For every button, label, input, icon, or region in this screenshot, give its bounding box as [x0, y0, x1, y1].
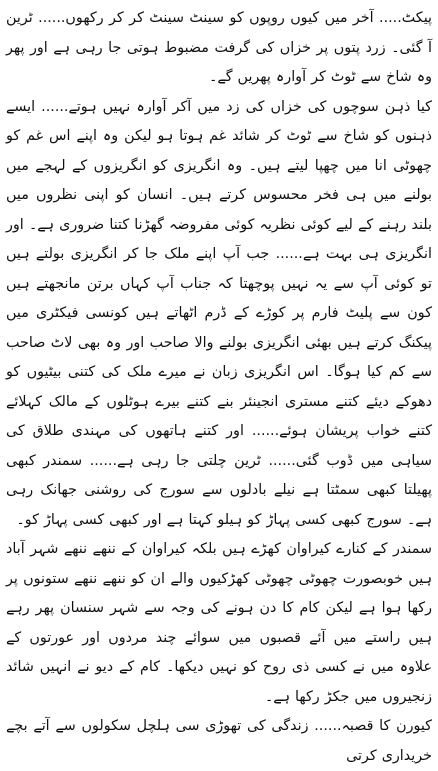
paragraph-intro: پیکٹ..... آخر میں کیوں روپوں کو سینٹ سینٹ کر کر رکھوں...... ٹرین آ گئی۔ زرد پتوں پر خزاں کی گرفت مضبوط ہوتی جا رہی ہے اور پھر وہ شاخ سے ٹوٹ کر آوارہ پھریں گے۔	[6, 10, 432, 85]
paragraph-caravans-by-sea: سمندر کے کنارے کیراوان کھڑے ہیں بلکہ کیراوان کے ننھے ننھے شہر آباد ہیں خوبصورت چھوٹی چھوٹی کھڑکیوں والے ان کو ننھے ننھے ستونوں پر رکھا ہوا ہے لیکن کام کا دن ہونے کی وجہ سے شہر سنسان پھر رہے ہیں راستے میں آئے قصبوں میں سوائے چند مردوں اور عورتوں کے علاوہ میں نے کسی ذی روح کو نہیں دیکھا۔ کام کے دیو نے انہیں شائد زنجیروں میں جکڑ رکھا ہے۔	[6, 541, 432, 705]
paragraph-kyoren-town: کیورن کا قصبہ...... زندگی کی تھوڑی سی ہلچل سکولوں سے آتے بچے خریداری کرتی	[6, 718, 432, 764]
paragraph-english-language: کیا ذہن سوچوں کی خزاں کی زد میں آکر آوارہ نہیں ہوتے...... ایسے ذہنوں کو شاخ سے ٹوٹ کر شائد غم ہوتا ہو لیکن وہ اپنے اس غم کو چھوٹی انا میں چھپا لیتے ہیں۔ وہ انگریزی کو انگریزوں کے لہجے میں بولنے میں ہی فخر محسوس کرتے ہیں۔ انسان کو اپنی نظروں میں بلند رہنے کے لیے کوئی نظریہ کوئی مفروضہ گھڑنا کتنا ضروری ہے۔ اور انگریزی ہی بہت ہے...... جب آپ اپنے ملک جا کر انگریزی بولتے ہیں تو کوئی آپ سے یہ نہیں پوچھتا کہ جناب آپ کہاں برتن مانجھتے ہیں کون سے پلیٹ فارم پر کوڑے کے ڈرم اٹھاتے ہیں کونسی فیکٹری میں پیکنگ کرتے ہیں بھئی انگریزی بولنے والا صاحب اور وہ بھی لاٹ صاحب سے کم کیا ہوگا۔ اس انگریزی زبان نے میرے ملک کی کتنی بیٹیوں کو دھوکے دیئے کتنے مستری انجینئر بنے کتنے بیرے ہوٹلوں کے مالک کہلائے کتنے خواب پریشان ہوئے...... اور کتنے ہاتھوں کی مہندی طلاق کی سیاہی میں ڈوب گئی...... ٹرین چلتی جا رہی ہے...... سمندر کبھی پھیلتا کبھی سمٹتا ہے نیلے بادلوں سے سورج کی روشنی جھانک رہی ہے۔ سورج کبھی کسی پہاڑ کو ہیلو کہتا ہے اور کبھی کسی پہاڑ کو۔	[6, 98, 432, 528]
